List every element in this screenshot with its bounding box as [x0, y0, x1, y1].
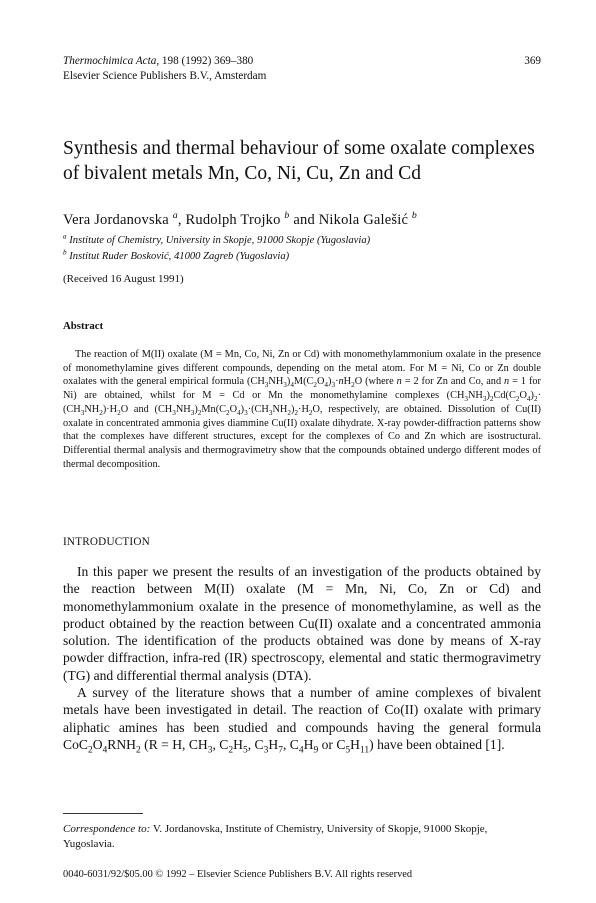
publisher-line: Elsevier Science Publishers B.V., Amsterdam — [63, 70, 267, 82]
abstract-run: NH — [175, 403, 191, 415]
body-run: (R = H, CH — [140, 736, 208, 752]
journal-citation-line — [63, 54, 541, 69]
abstract-run: O and (CH — [120, 403, 173, 415]
received-date: (Received 16 August 1991) — [63, 273, 184, 285]
subscript: 2 — [308, 408, 313, 417]
body-run: H — [268, 736, 279, 752]
subscript: 3 — [207, 745, 213, 756]
affiliation-marker: b — [63, 248, 67, 257]
body-run: RNH — [107, 736, 136, 752]
abstract-run: O — [519, 390, 527, 402]
article-title — [63, 136, 541, 186]
abstract-run: Mn(C — [201, 403, 226, 415]
subscript: 3 — [190, 408, 195, 417]
body-run: H — [303, 736, 314, 752]
abstract-run: = 1 for Ni) are obtained, whilst for M = Cd or Mn the monomethylamine complexes (CH — [63, 376, 541, 402]
subscript: 2 — [197, 408, 202, 417]
affiliation-text: Institut Ruder Bosković, 41000 Zagreb (Yugoslavia) — [66, 251, 290, 262]
abstract-text — [63, 348, 541, 471]
abstract-run: Cd(C — [493, 390, 516, 402]
subscript: 3 — [264, 381, 269, 390]
subscript: 4 — [290, 381, 294, 390]
subscript: 2 — [99, 408, 103, 417]
body-run: , C — [247, 736, 264, 752]
subscript: 11 — [359, 745, 370, 756]
title-line-2: of bivalent metals Mn, Co, Ni, Cu, Zn and Cd — [63, 163, 422, 184]
subscript: 3 — [172, 408, 176, 417]
abstract-run: NH — [468, 390, 483, 402]
abstract-run: ·H — [298, 403, 309, 415]
body-run: ) have been obtained [1]. — [369, 736, 505, 752]
body-paragraph: In this paper we present the results of an investigation of the products obtained by the reaction between M(II) oxalate (M = Mn, Ni, Co, Zn or Cd) and monomethylammonium oxalate in the presence of monomethylamine, as well as the product obtained by the reaction between Cu(II) oxalate and a concentrated ammonia solution. The identification of the products obtained was done by means of X-ray powder diffraction, infra-red (IR) spectroscopy, elemental and static thermogravimetry (TG) and differential thermal analysis (DTA). — [63, 564, 541, 683]
subscript: 4 — [237, 408, 241, 417]
subscript: 2 — [117, 408, 121, 417]
journal-header — [63, 54, 541, 84]
journal-name: Thermochimica Acta, — [63, 55, 160, 67]
abstract-run: NH — [272, 403, 288, 415]
abstract-run: = 2 for Zn and Co, and — [401, 376, 505, 388]
subscript: 2 — [533, 395, 538, 404]
affiliation-marker: b — [411, 210, 418, 222]
abstract-run: )·H — [102, 403, 118, 415]
subscript: 2 — [294, 408, 299, 417]
author-separator: , — [177, 212, 186, 228]
subscript: 9 — [313, 745, 319, 756]
subscript: 5 — [345, 745, 351, 756]
abstract-run: H — [343, 376, 352, 388]
abstract-run: · — [335, 376, 339, 388]
introduction-body — [63, 563, 541, 756]
subscript: 2 — [226, 408, 230, 417]
affiliation-text: Institute of Chemistry, University in Skopje, 91000 Skopje (Yugoslavia) — [66, 235, 371, 246]
subscript: 3 — [80, 408, 85, 417]
correspondence-note — [63, 822, 541, 852]
abstract-heading: Abstract — [63, 320, 104, 332]
affiliations — [63, 233, 541, 265]
abstract-paragraph: The reaction of M(II) oxalate (M = Mn, Co, Ni, Zn or Cd) with monomethylammonium oxalate in the presence of monomethylamine gives different compounds, depending on the metal atom. For M = Ni, Co or Zn double oxalates with the general empirical formula $(CH_3NH_3)_4M(C_2O_4)_3\cdot nH_2O$ (where n = 2 for Zn and Co, and n = 1 for Ni) are obtained, whilst for M = Cd or Mn the monomethylamine complexes $(CH_3NH_3)_2Cd(C_2O_4)_2\cdot (CH_3NH_2)\cdot H_2O$ and $(CH_3NH_3)_2Mn(C_2O_4)_3\cdot(CH_3NH_2)_2\cdot H_2O$, respectively, are obtained. Dissolution of Cu(II) oxalate in concentrated ammonia gives diammine Cu(II) oxalate dihydrate. X-ray powder-diffraction patterns show that the complexes have different structures, except for the complexes of Co and Zn which are isostructural. Differential thermal analysis and thermogravimetry show that the compounds obtained undergo different modes of thermal decomposition. — [63, 349, 541, 470]
body-run: H — [233, 736, 243, 752]
subscript: 2 — [136, 745, 141, 756]
abstract-run: NH — [84, 403, 100, 415]
abstract-run: O — [229, 403, 238, 415]
abstract-run: ·(CH — [247, 403, 269, 415]
body-run: A survey of the literature shows that a number of amine complexes of bivalent metals have been investigated in detail. The reaction of Co(II) oxalate with primary aliphatic amines has been studied and compounds having the general formula CoC — [63, 685, 541, 752]
subscript: 3 — [263, 745, 269, 756]
title-line-1: Synthesis and thermal behaviour of some oxalate complexes — [63, 138, 535, 159]
author-list — [63, 211, 541, 229]
abstract-run: O (where — [354, 376, 397, 388]
subscript: 5 — [242, 745, 248, 756]
abstract-run: M(C — [293, 376, 314, 388]
author-name: Nikola Galešić — [318, 212, 409, 228]
affiliation-line — [63, 233, 541, 249]
subscript: 3 — [268, 408, 273, 417]
subscript: 4 — [102, 745, 108, 756]
subscript: 4 — [324, 381, 329, 390]
author-name: Vera Jordanovska — [63, 212, 169, 228]
abstract-run: O, respectively, are obtained. Dissolution of Cu(II) oxalate in concentrated ammonia gives diammine Cu(II) oxalate dihydrate. X-ray powder-diffraction patterns show that the complexes have different structures, except for the complexes of Co and Zn which are isostructural. Differential thermal analysis and thermogravimetry show that the compounds obtained undergo different modes of thermal decomposition. — [63, 403, 541, 470]
correspondence-label: Correspondence to: — [63, 823, 151, 835]
subscript: 3 — [244, 408, 248, 417]
body-run: , C — [212, 736, 229, 752]
subscript: 2 — [228, 745, 234, 756]
body-run: , C — [282, 736, 299, 752]
affiliation-marker: b — [284, 210, 290, 222]
body-paragraph — [63, 684, 541, 756]
page-number: 369 — [524, 55, 541, 67]
subscript: 3 — [464, 395, 468, 404]
section-heading-introduction: INTRODUCTION — [63, 536, 150, 548]
abstract-variable: n — [504, 376, 510, 388]
subscript: 3 — [283, 381, 287, 390]
body-run: or C — [318, 736, 346, 752]
subscript: 4 — [526, 395, 531, 404]
abstract-variable: n — [338, 376, 344, 388]
subscript: 3 — [331, 381, 336, 390]
subscript: 3 — [482, 395, 487, 404]
subscript: 2 — [489, 395, 494, 404]
subscript: 7 — [278, 745, 283, 756]
abstract-run: O — [316, 376, 325, 388]
subscript: 2 — [351, 381, 355, 390]
author-separator: and — [289, 212, 319, 228]
footnote-divider — [63, 813, 143, 814]
author-name: Rudolph Trojko — [185, 212, 281, 228]
abstract-run: The reaction of M(II) oxalate (M = Mn, Co, Ni, Zn or Cd) with monomethylammonium oxalate in the presence of monomethylamine gives different compounds, depending on the metal atom. For M = Ni, Co or Zn double oxalates with the general empirical formula (CH — [63, 349, 541, 388]
affiliation-marker: a — [63, 232, 67, 241]
subscript: 2 — [515, 395, 520, 404]
journal-citation: 198 (1992) 369–380 — [159, 55, 254, 67]
subscript: 4 — [298, 745, 304, 756]
correspondence-text: V. Jordanovska, Institute of Chemistry, University of Skopje, 91000 Skopje, Yugoslavia. — [63, 823, 488, 850]
subscript: 2 — [287, 408, 291, 417]
affiliation-line — [63, 249, 541, 265]
copyright-footer: 0040-6031/92/$05.00 © 1992 – Elsevier Science Publishers B.V. All rights reserved — [63, 869, 413, 880]
abstract-run: · (CH — [63, 390, 541, 415]
body-run: O — [92, 736, 103, 752]
affiliation-marker: a — [172, 210, 178, 222]
body-run: H — [350, 736, 360, 752]
abstract-run: NH — [268, 376, 284, 388]
subscript: 2 — [87, 745, 93, 756]
abstract-variable: n — [396, 376, 402, 388]
subscript: 2 — [313, 381, 317, 390]
